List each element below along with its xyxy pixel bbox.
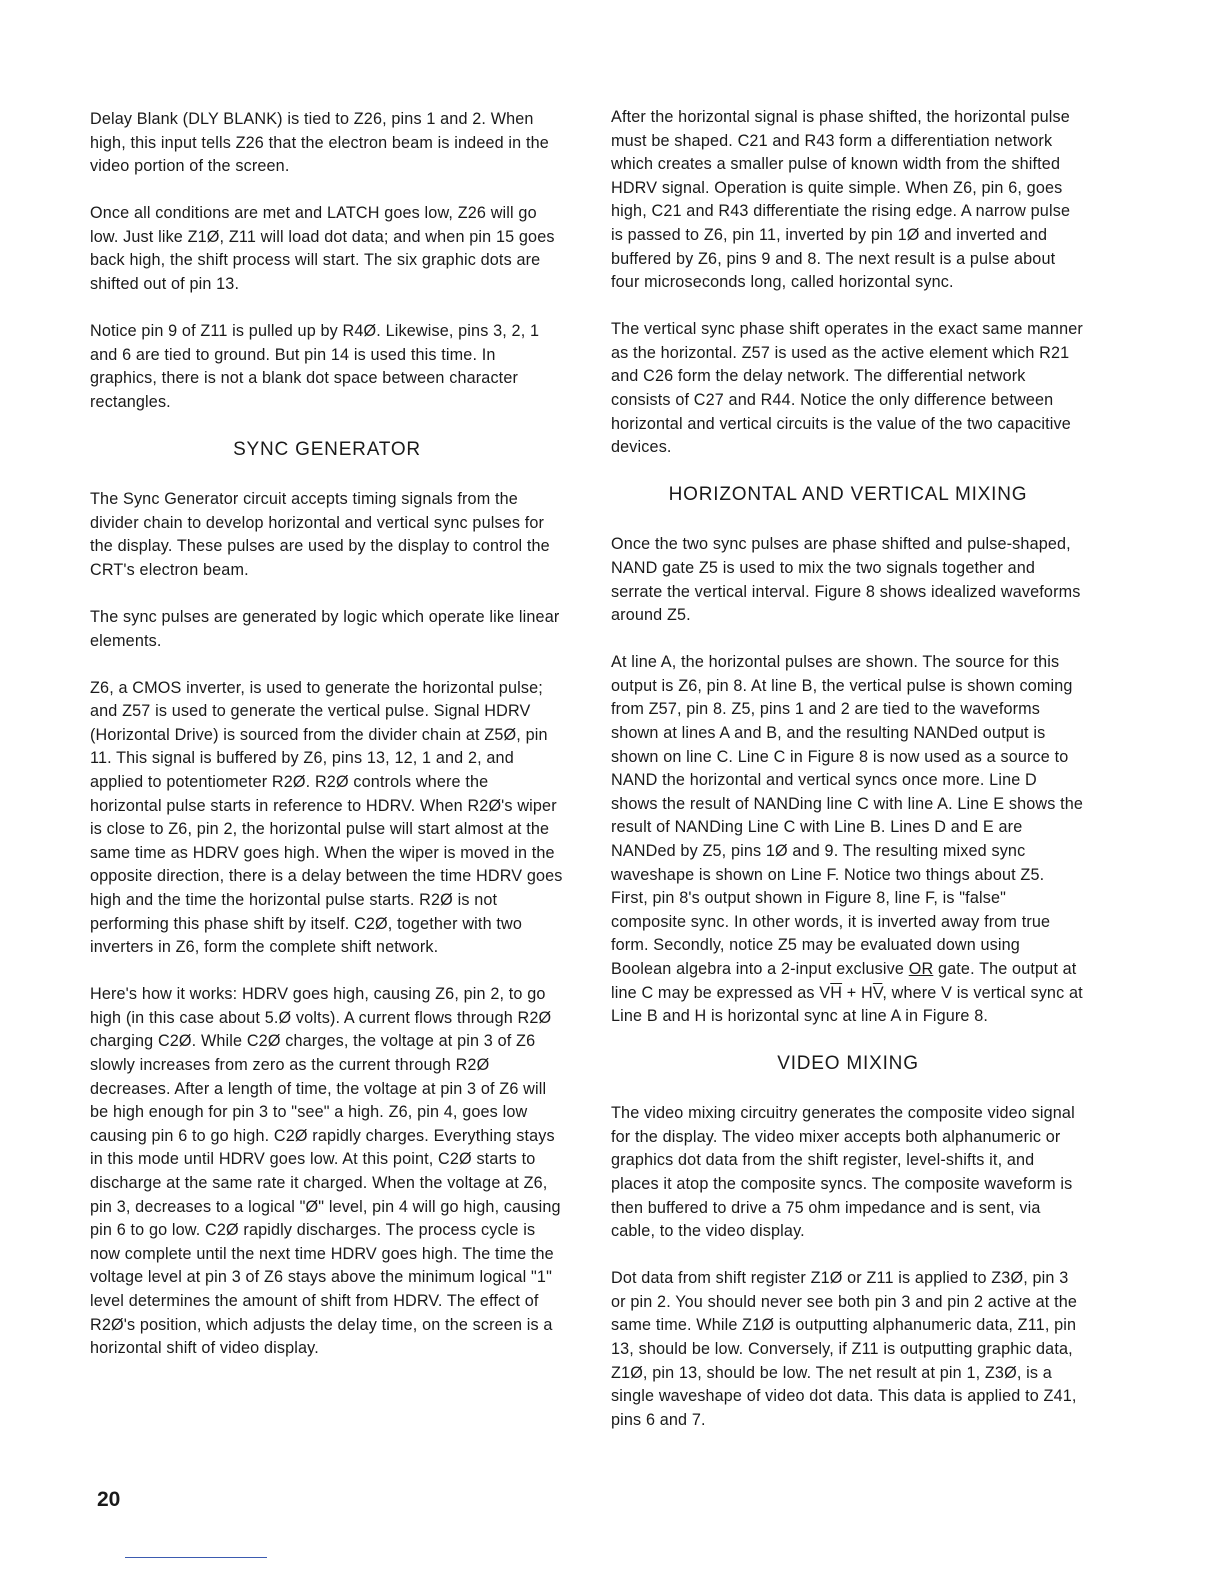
paragraph: Notice pin 9 of Z11 is pulled up by R4Ø. Likewise, pins 3, 2, 1 and 6 are tied to ground. But pin 14 is used this time. In graphics, there is not a blank dot space between character rectangles. xyxy=(90,322,540,411)
overlined-v: $\overline{V}$ xyxy=(872,983,883,1002)
page-number: 20 xyxy=(97,1488,121,1511)
text-run: , where V is vertical sync at Line B and H is horizontal sync at line A in Figure 8. xyxy=(611,983,1083,1026)
footer-rule xyxy=(125,1557,267,1558)
section-heading-sync-generator: SYNC GENERATOR xyxy=(233,439,421,461)
paragraph: The vertical sync phase shift operates in the exact same manner as the horizontal. Z57 is used as the active element which R21 and C26 form the delay network. The differential network consists of C27 and R44. Notice the only difference between horizontal and vertical circuits is the value of the two capacitive devices. xyxy=(611,320,1083,457)
right-column xyxy=(611,106,1085,1456)
paragraph: The video mixing circuitry generates the composite video signal for the display. The video mixer accepts both alphanumeric or graphics dot data from the shift register, level-shifts it, and places it atop the composite syncs. The composite waveform is then buffered to drive a 75 ohm impedance and is sent, via cable, to the video display. xyxy=(611,1104,1075,1241)
paragraph: Here's how it works: HDRV goes high, causing Z6, pin 2, to go high (in this case about 5.Ø volts). A current flows through R2Ø charging C2Ø. While C2Ø charges, the voltage at pin 3 of Z6 slowly increases from zero as the current through R2Ø decreases. After a length of time, the voltage at pin 3 of Z6 will be high enough for pin 3 to "see" a high. Z6, pin 4, goes low causing pin 6 to go high. C2Ø rapidly charges. Everything stays in this mode until HDRV goes low. At this point, C2Ø starts to discharge at the same rate it charged. When the voltage at Z6, pin 3, decreases to a logical "Ø" level, pin 4 will go high, causing pin 6 to go low. C2Ø rapidly discharges. The process cycle is now complete until the next time HDRV goes high. The time the voltage level at pin 3 of Z6 stays above the minimum logical "1" level determines the amount of shift from HDRV. The effect of R2Ø's position, which adjusts the delay time, on the screen is a horizontal shift of video display. xyxy=(90,985,561,1358)
paragraph: Delay Blank (DLY BLANK) is tied to Z26, pins 1 and 2. When high, this input tells Z26 that the electron beam is indeed in the video portion of the screen. xyxy=(90,110,549,176)
paragraph: The Sync Generator circuit accepts timing signals from the divider chain to develop horizontal and vertical sync pulses for the display. These pulses are used by the display to control the CRT's electron beam. xyxy=(90,490,550,579)
paragraph: After the horizontal signal is phase shifted, the horizontal pulse must be shaped. C21 and R43 form a differentiation network which creates a smaller pulse of known width from the shifted HDRV signal. Operation is quite simple. When Z6, pin 6, goes high, C21 and R43 differentiate the rising edge. A narrow pulse is passed to Z6, pin 11, inverted by pin 1Ø and inverted and buffered by Z6, pins 9 and 8. The next result is a pulse about four microseconds long, called horizontal sync. xyxy=(611,108,1071,292)
text-run: gate. The output at line C may be expressed as V xyxy=(611,959,1077,1002)
paragraph: Once the two sync pulses are phase shifted and pulse-shaped, NAND gate Z5 is used to mix the two signals together and serrate the vertical interval. Figure 8 shows idealized waveforms around Z5. xyxy=(611,535,1081,625)
paragraph: Z6, a CMOS inverter, is used to generate the horizontal pulse; and Z57 is used to generate the vertical pulse. Signal HDRV (Horizontal Drive) is sourced from the divider chain at Z5Ø, pin 11. This signal is buffered by Z6, pins 13, 12, 1 and 2, and applied to potentiometer R2Ø. R2Ø controls where the horizontal pulse starts in reference to HDRV. When R2Ø's wiper is close to Z6, pin 2, the horizontal pulse will start almost at the same time as HDRV goes high. When the wiper is moved in the opposite direction, there is a delay between the time HDRV goes high and the time the horizontal pulse starts. R2Ø is not performing this phase shift by itself. C2Ø, together with two inverters in Z6, form the complete shift network. xyxy=(90,678,563,957)
section-heading-video-mixing: VIDEO MIXING xyxy=(777,1053,919,1075)
text-run: + H xyxy=(842,983,873,1002)
text-run: At line A, the horizontal pulses are shown. The source for this output is Z6, pin 8. At line B, the vertical pulse is shown coming from Z57, pin 8. Z5, pins 1 and 2 are tied to the waveforms shown at lines A and B, and the resulting NANDed output is shown on line C. Line C in Figure 8 is now used as a source to NAND the horizontal and vertical syncs once more. Line D shows the result of NANDing line C with line A. Line E shows the result of NANDing Line C with Line B. Lines D and E are NANDed by Z5, pins 1Ø and 9. The resulting mixed sync waveshape is shown on Line F. Notice two things about Z5. First, pin 8's output shown in Figure 8, line F, is "false" composite sync. In other words, it is inverted away from true form. Secondly, notice Z5 may be evaluated down using Boolean algebra into a 2-input exclusive xyxy=(611,653,1084,978)
left-column xyxy=(90,108,564,1384)
paragraph: The sync pulses are generated by logic which operate like linear elements. xyxy=(90,607,560,650)
paragraph xyxy=(611,651,1085,1029)
underlined-or: OR xyxy=(908,959,934,978)
paragraph: Dot data from shift register Z1Ø or Z11 is applied to Z3Ø, pin 3 or pin 2. You should never see both pin 3 and pin 2 active at the same time. While Z1Ø is outputting alphanumeric data, Z11, pin 13, should be low. Conversely, if Z11 is outputting graphic data, Z1Ø, pin 13, should be low. The net result at pin 1, Z3Ø, is a single waveshape of video dot data. This data is applied to Z41, pins 6 and 7. xyxy=(611,1269,1078,1429)
overlined-h: $\overline{H}$ xyxy=(830,983,843,1002)
paragraph: Once all conditions are met and LATCH goes low, Z26 will go low. Just like Z1Ø, Z11 will load dot data; and when pin 15 goes back high, the shift process will start. The six graphic dots are shifted out of pin 13. xyxy=(90,204,555,294)
section-heading-horizontal-vertical-mixing: HORIZONTAL AND VERTICAL MIXING xyxy=(668,484,1028,506)
